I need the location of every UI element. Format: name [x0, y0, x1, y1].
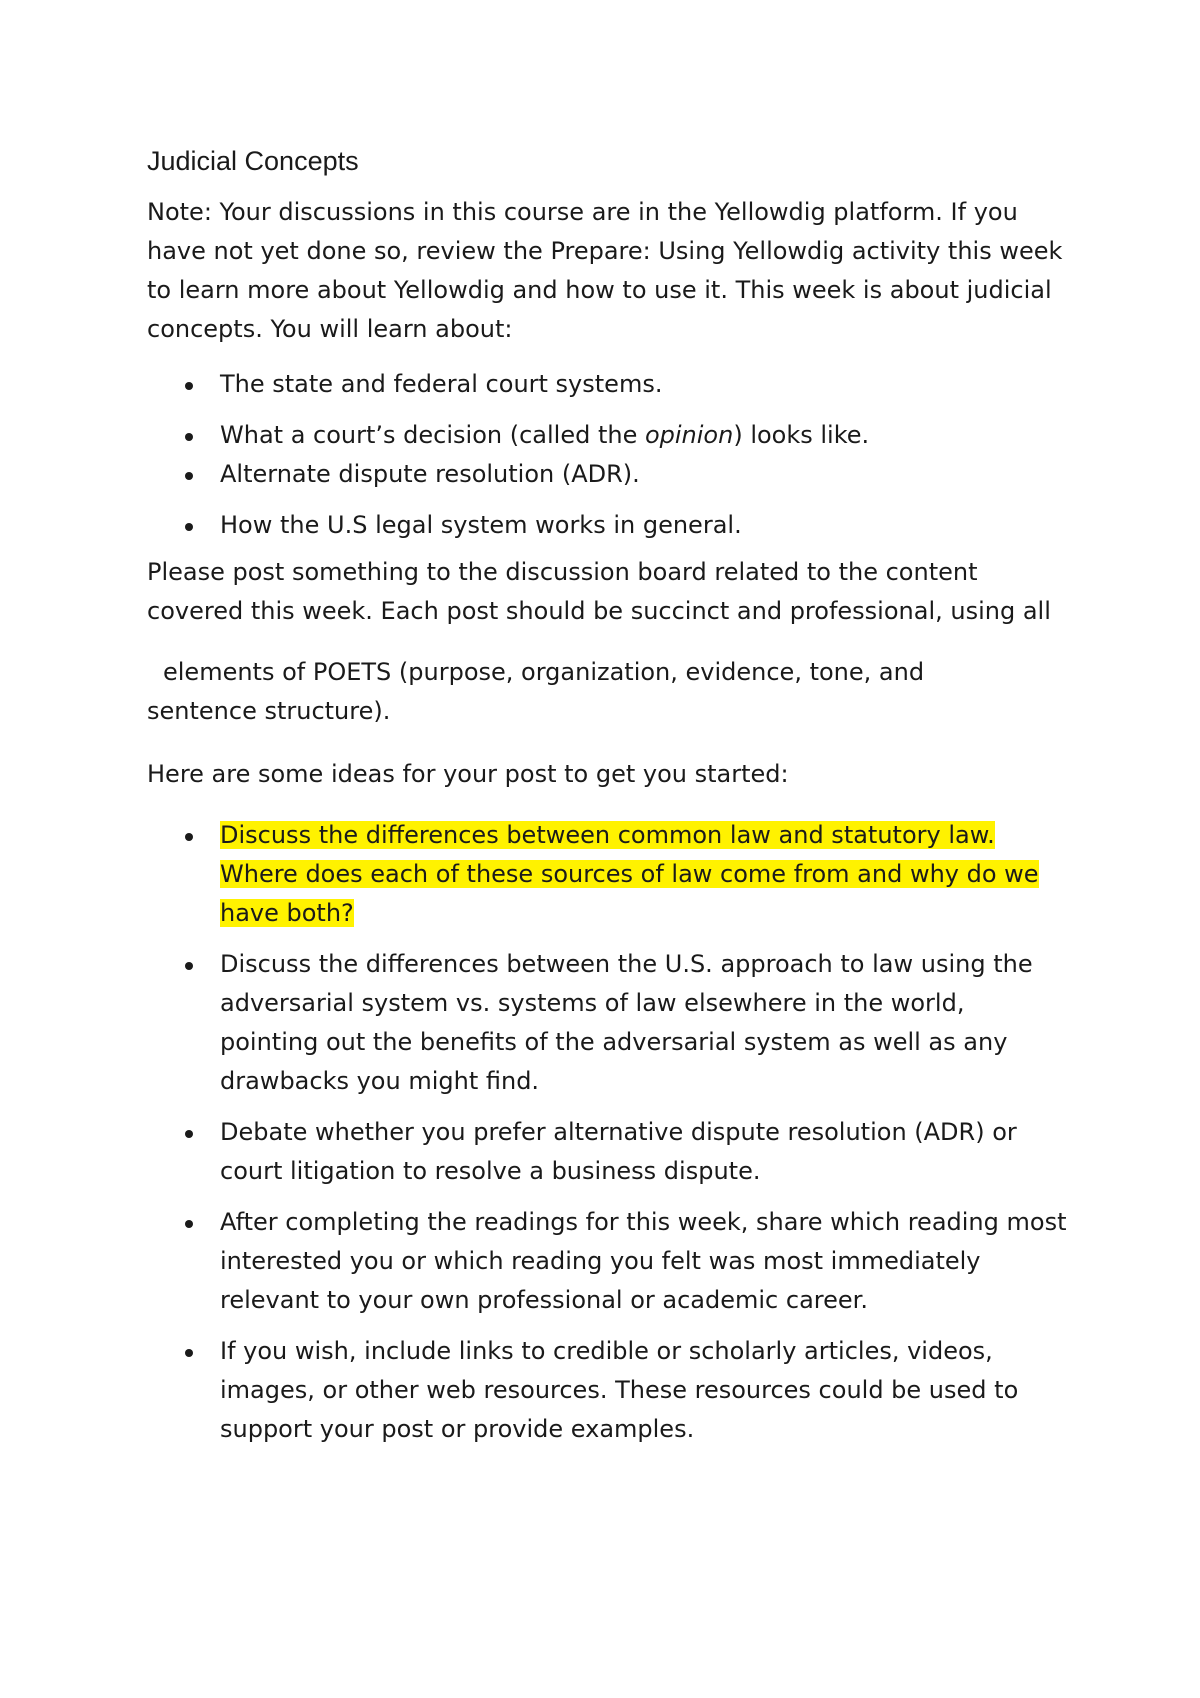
document-content: [147, 143, 1067, 1461]
bullet-icon: [185, 962, 193, 970]
bullet-icon: [185, 523, 193, 531]
idea-text: Discuss the differences between the U.S. approach to law using the adversarial system vs. systems of law elsewhere in the world, pointing out the benefits of the adversarial system as well as any drawbacks you might find.: [220, 950, 1033, 1095]
list-item: [147, 455, 1067, 494]
idea-text: If you wish, include links to credible or scholarly articles, videos, images, or other web resources. These resources could be used to support your post or provide examples.: [220, 1337, 1019, 1443]
idea-text: Debate whether you prefer alternative dispute resolution (ADR) or court litigation to resolve a business dispute.: [220, 1118, 1017, 1185]
list-item-text-before: What a court’s decision (called the: [220, 421, 645, 449]
ideas-list: [147, 816, 1067, 1449]
ideas-intro: Here are some ideas for your post to get you started:: [147, 760, 789, 788]
list-item-text: How the U.S legal system works in general.: [220, 511, 742, 539]
document-title: Judicial Concepts: [147, 146, 359, 176]
poets-paragraph: elements of POETS (purpose, organization, evidence, tone, and: [163, 658, 925, 686]
please-post-paragraph: Please post something to the discussion board related to the content covered this week. Each post should be succinct and professional, using all: [147, 558, 1051, 625]
idea-item: [147, 816, 1067, 933]
list-item-emphasis: opinion: [644, 421, 734, 449]
bullet-icon: [185, 1349, 193, 1357]
bullet-icon: [185, 833, 193, 841]
bullet-icon: [185, 433, 193, 441]
bullet-icon: [185, 1220, 193, 1228]
list-item-text: The state and federal court systems.: [220, 370, 663, 398]
idea-item: [147, 945, 1067, 1101]
note-paragraph: Note: Your discussions in this course are in the Yellowdig platform. If you have not yet done so, review the Prepare: Using Yellowdig activity this week to learn more about Yellowdig and how to use it. This week is about judicial concepts. You will learn about:: [147, 198, 1063, 343]
list-item-text: Alternate dispute resolution (ADR).: [220, 460, 640, 488]
bullet-icon: [185, 1130, 193, 1138]
poets-continuation: sentence structure).: [147, 697, 391, 725]
bullet-icon: [185, 382, 193, 390]
list-item: [147, 365, 1067, 404]
idea-item: [147, 1203, 1067, 1320]
learn-list: [147, 365, 1067, 545]
idea-item: [147, 1332, 1067, 1449]
list-item: [147, 416, 1067, 455]
bullet-icon: [185, 472, 193, 480]
list-item: [147, 506, 1067, 545]
idea-text: After completing the readings for this week, share which reading most interested you or which reading you felt was most immediately relevant to your own professional or academic career.: [220, 1208, 1067, 1314]
idea-text-highlighted: Discuss the differences between common law and statutory law. Where does each of these sources of law come from and why do we have both?: [220, 821, 1039, 927]
idea-item: [147, 1113, 1067, 1191]
list-item-text-after: ) looks like.: [733, 421, 870, 449]
